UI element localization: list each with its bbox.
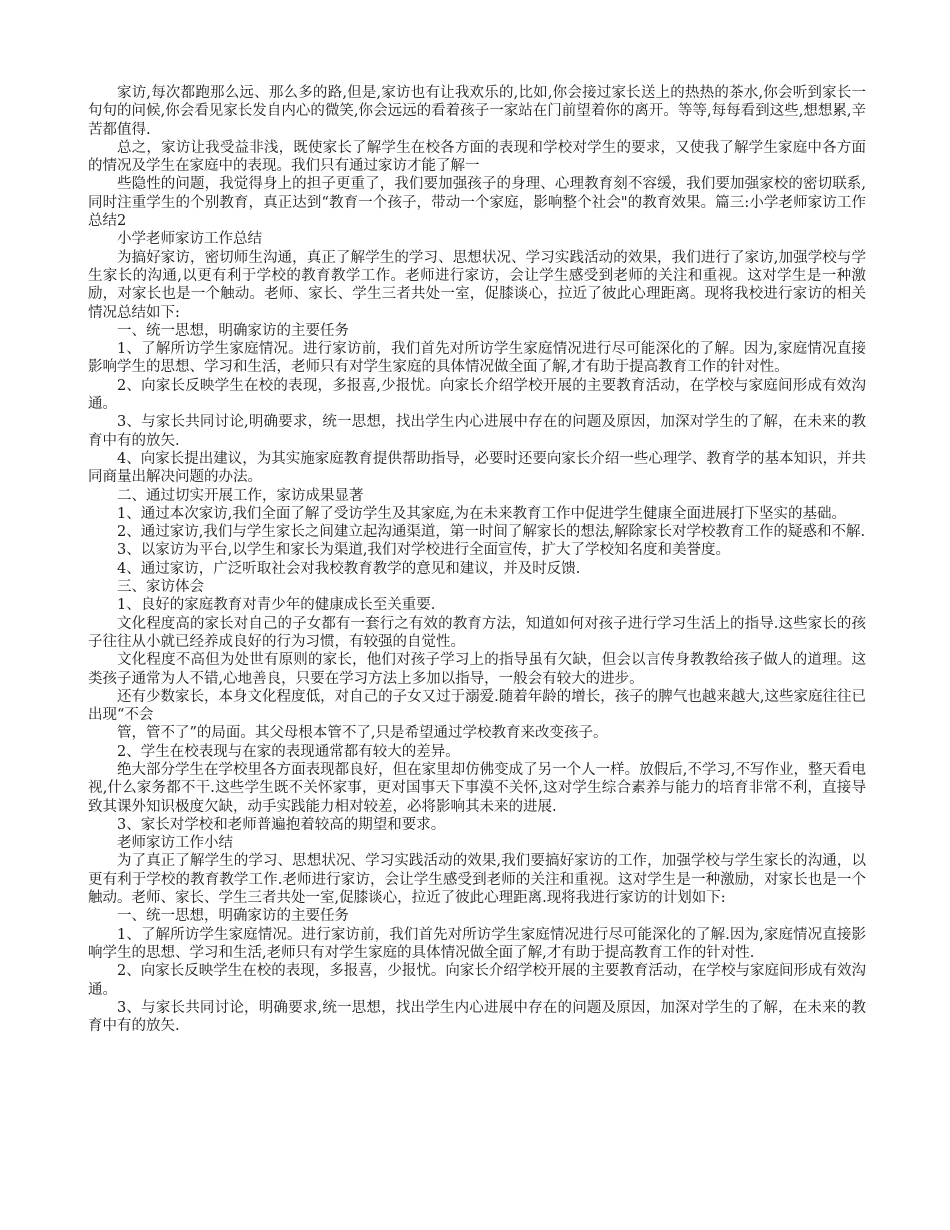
- heading-unify-thinking-2: 一、统一思想，明确家访的主要任务: [117, 908, 349, 925]
- plan-item-3: 3、与家长共同讨论，明确要求,统一思想，找出学生内心进展中存在的问题及原因，加深对学生的了解，在未来的教育中有的放矢.: [88, 999, 866, 1035]
- paragraph-hidden-issues: 些隐性的问题，我觉得身上的担子更重了，我们要加强孩子的身理、心理教育刻不容缓，我们要加强家校的密切联系,同时注重学生的个别教育，真正达到“教育一个孩子，带动一个家庭，影响整个社会"的教育效果。篇三:小学老师家访工作总结2: [88, 176, 866, 230]
- plan-item-2: 2、向家长反映学生在校的表现，多报喜，少报忧。向家长介绍学校开展的主要教育活动，在学校与家庭间形成有效沟通。: [88, 963, 866, 998]
- reflection-item-1: 1、良好的家庭教育对青少年的健康成长至关重要.: [117, 597, 436, 614]
- paragraph-principled-parents: 文化程度不高但为处世有原则的家长，他们对孩子学习上的指导虽有欠缺，但会以言传身教教给孩子做人的道理。这类孩子通常为人不错,心地善良，只要在学习方法上多加以指导，一般会有较大的进步。: [88, 652, 866, 687]
- paragraph-educated-parents: 文化程度高的家长对自己的子女都有一套行之有效的教育方法，知道如何对孩子进行学习生活上的指导.这些家长的孩子往往从小就已经养成良好的行为习惯，有较强的自觉性。: [88, 615, 866, 650]
- paragraph-summary: 总之，家访让我受益非浅，既使家长了解学生在校各方面的表现和学校对学生的要求，又使我了解学生家庭中各方面的情况及学生在家庭中的表现。我们只有通过家访才能了解一: [88, 139, 866, 175]
- result-item-3: 3、以家访为平台,以学生和家长为渠道,我们对学校进行全面宣传，扩大了学校知名度和美誉度。: [117, 542, 730, 559]
- paragraph-out-of-control: 管，管不了”的局面。其父母根本管不了,只是希望通过学校教育来改变孩子。: [117, 725, 608, 742]
- paragraph-indulgent-parents: 还有少数家长，本身文化程度低，对自己的子女又过于溺爱.随着年龄的增长，孩子的脾气也越来越大,这些家庭往往已出现“不会: [88, 688, 866, 724]
- item-understand-family: 1、了解所访学生家庭情况。进行家访前，我们首先对所访学生家庭情况进行尽可能深化的了解。因为,家庭情况直接影响学生的思想、学习和生活，老师只有对学生家庭的具体情况做全面了解,才有助于提高教育工作的针对性。: [88, 341, 866, 376]
- paragraph-school-vs-home: 绝大部分学生在学校里各方面表现都良好，但在家里却仿佛变成了另一个人一样。放假后,不学习,不写作业，整天看电视,什么家务都不干.这些学生既不关怀家事，更对国事天下事漠不关怀,这对学生综合素养与能力的培育非常不利，直接导致其课外知识极度欠缺，动手实践能力相对较差，必将影响其未来的进展.: [88, 761, 866, 815]
- result-item-1: 1、通过本次家访,我们全面了解了受访学生及其家庭,为在未来教育工作中促进学生健康全面进展打下坚实的基础。: [117, 505, 846, 522]
- paragraph-intro: 为搞好家访，密切师生沟通，真正了解学生的学习、思想状况、学习实践活动的效果，我们进行了家访,加强学校与学生家长的沟通,以更有利于学校的教育教学工作。老师进行家访，会让学生感受到老师的关注和重视。这对学生是一种激励，对家长也是一个触动。老师、家长、学生三者共处一室，促膝谈心，拉近了彼此心理距离。现将我校进行家访的相关情况总结如下:: [88, 249, 866, 321]
- section-title-brief: 老师家访工作小结: [117, 835, 233, 852]
- reflection-item-2: 2、学生在校表现与在家的表现通常都有较大的差异。: [117, 743, 460, 760]
- item-give-advice: 4、向家长提出建议，为其实施家庭教育提供帮助指导，必要时还要向家长介绍一些心理学、教育学的基本知识，并共同商量出解决问题的办法。: [88, 450, 866, 486]
- heading-reflections: 三、家访体会: [117, 579, 204, 596]
- reflection-item-3: 3、家长对学校和老师普遍抱着较高的期望和要求。: [117, 816, 446, 833]
- plan-item-1: 1、了解所访学生家庭情况。进行家访前，我们首先对所访学生家庭情况进行尽可能深化的了解.因为,家庭情况直接影响学生的思想、学习和生活,老师只有对学生家庭的具体情况做全面了解,才有助于提高教育工作的针对性.: [88, 926, 866, 961]
- heading-results: 二、通过切实开展工作，家访成果显著: [117, 487, 364, 504]
- document-page: [88, 84, 866, 1035]
- item-report-performance: 2、向家长反映学生在校的表现，多报喜,少报忧。向家长介绍学校开展的主要教育活动，在学校与家庭间形成有效沟通。: [88, 377, 866, 413]
- item-discuss-with-parents: 3、与家长共同讨论,明确要求，统一思想，找出学生内心进展中存在的问题及原因，加深对学生的了解，在未来的教育中有的放矢.: [88, 414, 866, 449]
- paragraph-home-visit-joys: 家访,每次都跑那么远、那么多的路,但是,家访也有让我欢乐的,比如,你会接过家长送上的热热的茶水,你会听到家长一句句的问候,你会看见家长发自内心的微笑,你会远远的看着孩子一家站在门前望着你的离开。等等,每每看到这些,想想累,辛苦都值得.: [88, 85, 866, 138]
- heading-unify-thinking: 一、统一思想，明确家访的主要任务: [117, 322, 349, 339]
- section-title-summary: 小学老师家访工作总结: [117, 231, 262, 248]
- result-item-4: 4、通过家访，广泛听取社会对我校教育教学的意见和建议，并及时反馈.: [117, 560, 581, 577]
- paragraph-plan-intro: 为了真正了解学生的学习、思想状况、学习实践活动的效果,我们要搞好家访的工作，加强学校与学生家长的沟通，以更有利于学校的教育教学工作.老师进行家访，会让学生感受到老师的关注和重视。这对学生是一种激励，对家长也是一个触动。老师、家长、学生三者共处一室,促膝谈心，拉近了彼此心理距离.现将我进行家访的计划如下:: [88, 853, 866, 907]
- result-item-2: 2、通过家访,我们与学生家长之间建立起沟通渠道，第一时间了解家长的想法,解除家长对学校教育工作的疑惑和不解.: [117, 524, 866, 541]
